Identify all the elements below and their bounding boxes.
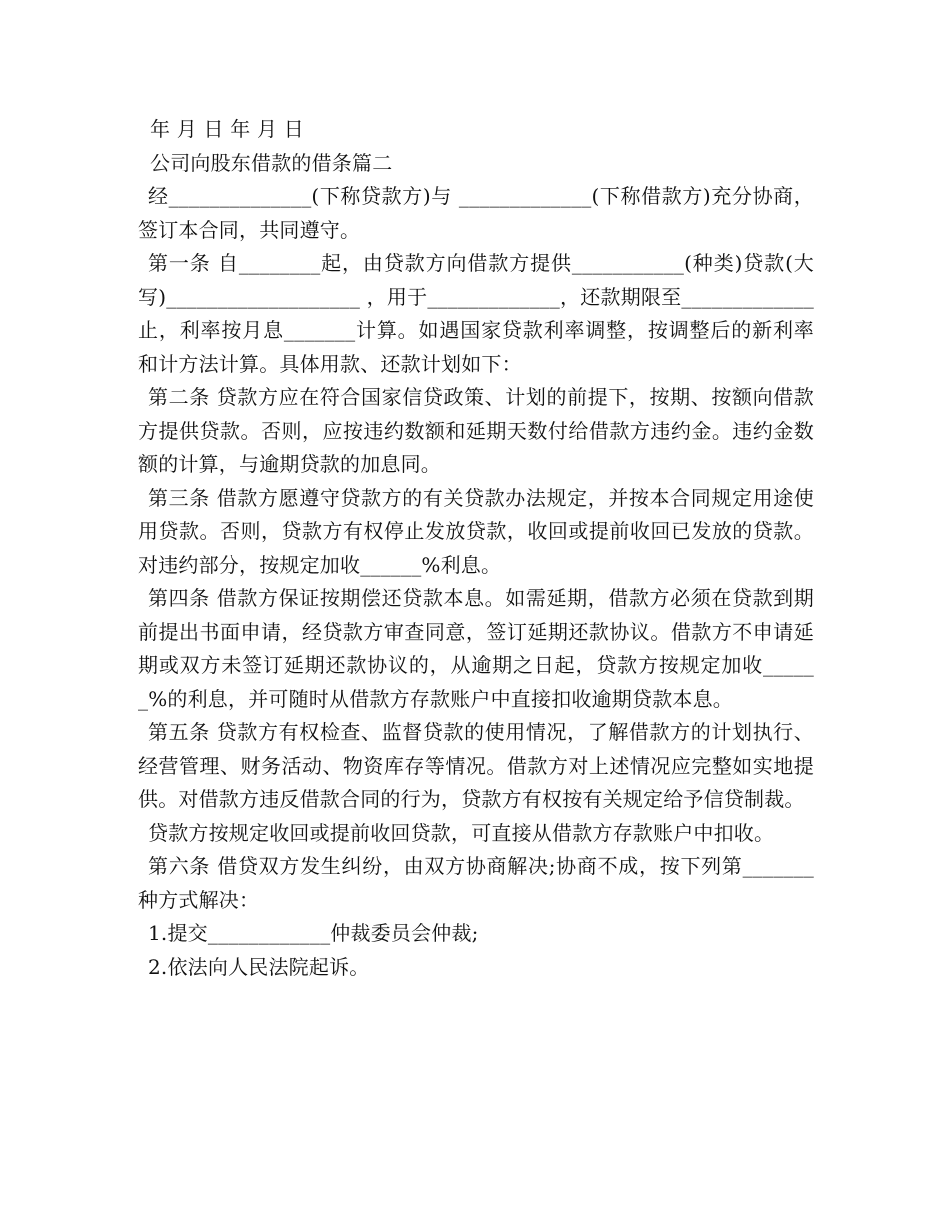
paragraph-article-5: 第五条 贷款方有权检查、监督贷款的使用情况，了解借款方的计划执行、经营管理、财务活动、物资库存等情况。借款方对上述情况应完整如实地提供。对借款方违反借款合同的行为，贷款方有权按有关规定给予信贷制裁。 [138, 720, 814, 811]
list-item-arbitration: 1.提交____________仲裁委员会仲裁; [148, 921, 479, 945]
paragraph-collection-note: 贷款方按规定收回或提前收回贷款，可直接从借款方存款账户中扣收。 [148, 820, 775, 845]
paragraph-article-1: 第一条 自________起，由贷款方向借款方提供___________(种类)贷款(大写)___________________ ，用于_____________，还款期限至_____________止，利率按月息_______计算。如遇国家贷款利率调整，按调整后的新利率和计方法计算。具体用款、还款计划如下： [138, 251, 814, 376]
contract-page [138, 113, 814, 984]
paragraph-intro: 经______________(下称贷款方)与 _____________(下称借款方)充分协商，签订本合同，共同遵守。 [138, 184, 814, 242]
paragraph-article-6: 第六条 借贷双方发生纠纷，由双方协商解决;协商不成，按下列第_______种方式解决： [138, 854, 814, 912]
section-title: 公司向股东借款的借条篇二 [150, 150, 393, 175]
paragraph-article-4: 第四条 借款方保证按期偿还贷款本息。如需延期，借款方必须在贷款到期前提出书面申请，经贷款方审查同意，签订延期还款协议。借款方不申请延期或双方未签订延期还款协议的，从逾期之日起，贷款方按规定加收______%的利息，并可随时从借款方存款账户中直接扣收逾期贷款本息。 [138, 586, 814, 711]
paragraph-article-3: 第三条 借款方愿遵守贷款方的有关贷款办法规定，并按本合同规定用途使用贷款。否则，贷款方有权停止发放贷款，收回或提前收回已发放的贷款。对违约部分，按规定加收______%利息。 [138, 485, 814, 577]
list-item-court: 2.依法向人民法院起诉。 [148, 954, 370, 979]
paragraph-article-2: 第二条 贷款方应在符合国家信贷政策、计划的前提下，按期、按额向借款方提供贷款。否则，应按违约数额和延期天数付给借款方违约金。违约金数额的计算，与逾期贷款的加息同。 [138, 385, 814, 476]
date-line: 年 月 日 年 月 日 [150, 117, 304, 141]
